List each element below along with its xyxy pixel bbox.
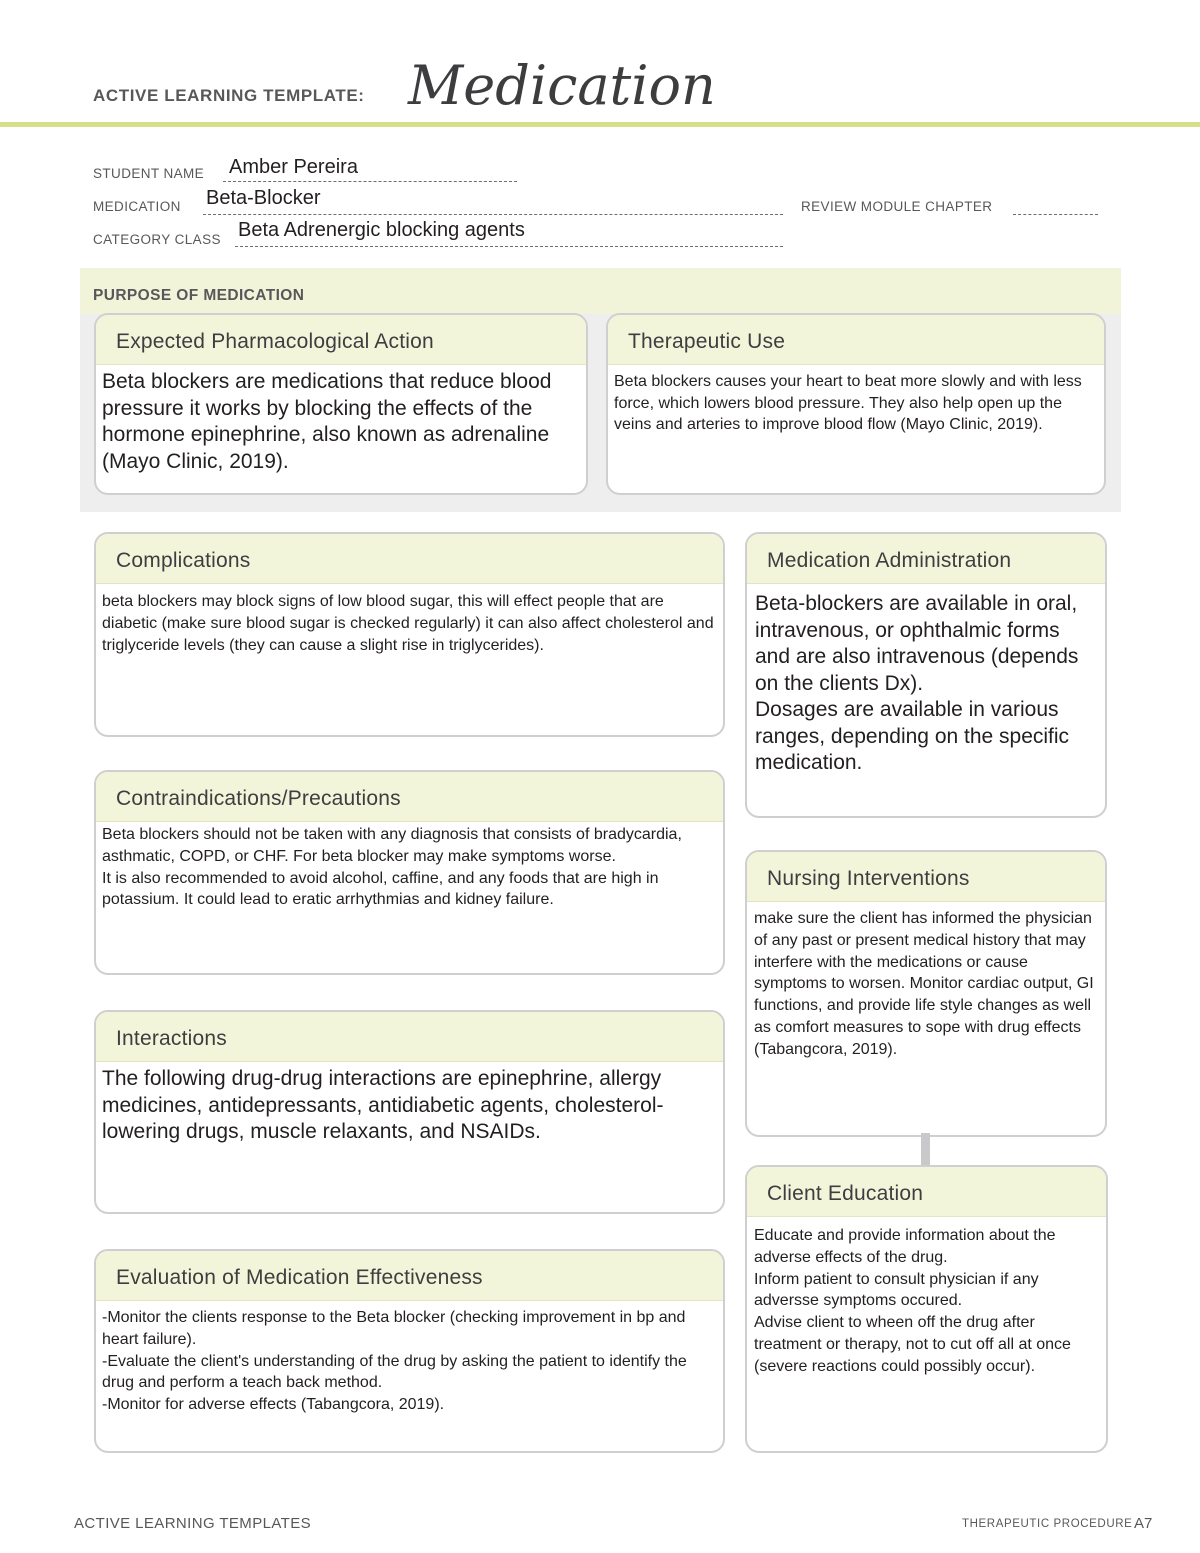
student-name-underline	[223, 181, 517, 182]
nursing-interventions-card	[745, 850, 1107, 1137]
complications-heading: Complications	[96, 534, 723, 584]
nursing-interventions-text[interactable]: make sure the client has informed the physician of any past or present medical history that may interfere with the medications or cause symptoms to worsen. Monitor cardiac output, GI functions, and provide life style changes as well as comfort measures to sope with drug effects (Tabangcora, 2019).	[754, 910, 1094, 1058]
review-module-label: REVIEW MODULE CHAPTER	[801, 199, 993, 214]
evaluation-line-3: -Monitor for adverse effects (Tabangcora, 2019).	[102, 1396, 445, 1414]
administration-paragraph-2: Dosages are available in various ranges, depending on the specific medication.	[755, 698, 1070, 774]
medication-label: MEDICATION	[93, 199, 181, 214]
contraindications-card	[94, 770, 725, 975]
expected-action-text[interactable]: Beta blockers are medications that reduce blood pressure it works by blocking the effects of the hormone epinephrine, also known as adrenaline (Mayo Clinic, 2019).	[102, 370, 552, 473]
therapeutic-use-text[interactable]: Beta blockers causes your heart to beat more slowly and with less force, which lowers blood pressure. They also help open up the veins and arteries to improve blood flow (Mayo Clinic, 2019).	[614, 373, 1082, 434]
client-education-paragraph-2: Inform patient to consult physician if any adversse symptoms occured.	[754, 1270, 1039, 1310]
client-education-paragraph-1: Educate and provide information about the adverse effects of the drug.	[754, 1227, 1056, 1266]
expected-action-heading: Expected Pharmacological Action	[96, 315, 586, 365]
student-name-label: STUDENT NAME	[93, 166, 205, 181]
contraindications-text[interactable]	[96, 822, 723, 911]
administration-card	[745, 532, 1107, 818]
contraindications-paragraph-2: It is also recommended to avoid alcohol, caffine, and any foods that are high in potassium. It could lead to eratic arrhythmias and kidney failure.	[102, 869, 659, 909]
page-number: A7	[1134, 1515, 1153, 1532]
complications-card	[94, 532, 725, 737]
client-education-paragraph-3: Advise client to wheen off the drug after treatment or therapy, not to cut off all at once (severe reactions could possibly occur).	[754, 1314, 1071, 1375]
page-title: Medication	[408, 54, 716, 117]
interactions-heading: Interactions	[96, 1012, 723, 1062]
evaluation-text[interactable]	[96, 1301, 723, 1416]
evaluation-card	[94, 1249, 725, 1453]
client-education-heading: Client Education	[747, 1167, 1106, 1217]
footer-right: THERAPEUTIC PROCEDURE	[962, 1518, 1133, 1530]
category-class-field[interactable]: Beta Adrenergic blocking agents	[238, 219, 525, 241]
interactions-card	[94, 1010, 725, 1214]
evaluation-line-2: -Evaluate the client's understanding of the drug by asking the patient to identify the drug and perform a teach back method.	[102, 1352, 687, 1392]
client-education-card	[745, 1165, 1108, 1453]
template-label: ACTIVE LEARNING TEMPLATE:	[93, 86, 365, 105]
student-name-field[interactable]: Amber Pereira	[229, 156, 358, 178]
administration-heading: Medication Administration	[747, 534, 1105, 584]
administration-paragraph-1: Beta-blockers are available in oral, intravenous, or ophthalmic forms and are also intravenous (depends on the clients Dx).	[755, 592, 1079, 695]
contraindications-paragraph-1: Beta blockers should not be taken with any diagnosis that consists of bradycardia, asthmatic, COPD, or CHF. For beta blocker may make symptoms worse.	[102, 826, 682, 865]
therapeutic-use-card	[606, 313, 1106, 495]
interactions-text[interactable]: The following drug-drug interactions are epinephrine, allergy medicines, antidepressants, antidiabetic agents, cholesterol-lowering drugs, muscle relaxants, and NSAIDs.	[102, 1067, 664, 1143]
medication-field[interactable]: Beta-Blocker	[206, 187, 321, 209]
complications-text[interactable]: beta blockers may block signs of low blood sugar, this will effect people that are diabetic (make sure blood sugar is checked regularly) it can also affect cholesterol and triglyceride levels (they can cause a slight rise in triglycerides).	[102, 593, 714, 654]
category-class-underline	[235, 246, 783, 247]
nursing-interventions-heading: Nursing Interventions	[747, 852, 1105, 902]
medication-underline	[203, 214, 783, 215]
purpose-title: PURPOSE OF MEDICATION	[93, 287, 305, 304]
expected-action-card	[94, 313, 588, 495]
evaluation-heading: Evaluation of Medication Effectiveness	[96, 1251, 723, 1301]
contraindications-heading: Contraindications/Precautions	[96, 772, 723, 822]
administration-text[interactable]	[747, 584, 1105, 777]
review-module-underline	[1013, 214, 1098, 215]
header-divider	[0, 122, 1200, 127]
footer-left: ACTIVE LEARNING TEMPLATES	[74, 1515, 311, 1532]
client-education-text[interactable]	[747, 1217, 1106, 1378]
category-class-label: CATEGORY CLASS	[93, 232, 221, 247]
card-connector	[921, 1133, 930, 1165]
evaluation-line-1: -Monitor the clients response to the Beta blocker (checking improvement in bp and heart failure).	[102, 1309, 686, 1348]
therapeutic-use-heading: Therapeutic Use	[608, 315, 1104, 365]
